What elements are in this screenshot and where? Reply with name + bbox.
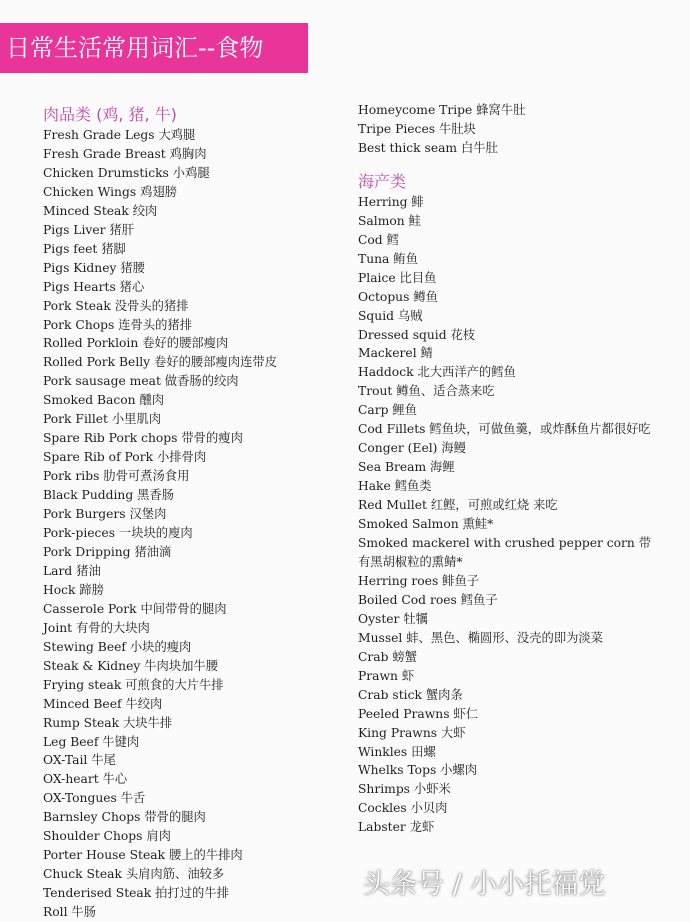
list-item: Fresh Grade Legs 大鸡腿 xyxy=(43,128,196,142)
list-item: Boiled Cod roes 鳕鱼子 xyxy=(358,592,498,607)
list-item: Peeled Prawns 虾仁 xyxy=(358,706,479,721)
list-item: Pigs Kidney 猪腰 xyxy=(43,260,145,275)
meat-section xyxy=(43,104,353,922)
list-item: Rump Steak 大块牛排 xyxy=(43,715,173,730)
list-item: Octopus 鳟鱼 xyxy=(358,289,438,304)
list-item: Tuna 鲔鱼 xyxy=(358,251,418,266)
list-item: Prawn 虾 xyxy=(358,668,415,683)
list-item: Roll 牛肠 xyxy=(43,905,97,920)
list-item: Lard 猪油 xyxy=(43,563,101,578)
list-item: Oyster 牡犡 xyxy=(358,611,428,626)
list-item: Spare Rib Pork chops 带骨的瘦肉 xyxy=(43,431,243,446)
list-item: Casserole Pork 中间带骨的腿肉 xyxy=(43,601,227,616)
meat-list-continued xyxy=(358,101,658,158)
list-item: Dressed squid 花枝 xyxy=(358,327,476,342)
list-item: Rolled Porkloin 卷好的腰部瘦肉 xyxy=(43,336,229,351)
meat-list xyxy=(43,126,353,922)
watermark: 头条号 / 小小托福党 xyxy=(363,869,606,900)
meat-heading: 肉品类 (鸡, 猪, 牛) xyxy=(43,105,177,124)
seafood-heading: 海产类 xyxy=(358,171,407,191)
list-item: Shrimps 小虾米 xyxy=(358,782,451,797)
list-item: King Prawns 大虾 xyxy=(358,725,466,740)
list-item: Labster 龙虾 xyxy=(358,820,435,835)
list-item: Squid 乌贼 xyxy=(358,308,423,323)
list-item: Joint 有骨的大块肉 xyxy=(43,620,150,635)
list-item: Sea Bream 海鲤 xyxy=(358,460,455,475)
list-item: Mussel 蚌、黑色、椭圆形、没壳的即为淡菜 xyxy=(358,630,604,645)
list-item: Pork Dripping 猪油滴 xyxy=(43,544,172,559)
list-item: Minced Beef 牛绞肉 xyxy=(43,696,163,711)
list-item: Winkles 田螺 xyxy=(358,744,436,759)
list-item: OX-Tongues 牛舌 xyxy=(43,791,146,806)
list-item: Shoulder Chops 肩肉 xyxy=(43,829,171,844)
list-item: Barnsley Chops 带骨的腿肉 xyxy=(43,810,206,825)
list-item: Pork Burgers 汉堡肉 xyxy=(43,507,167,522)
list-item: OX-Tail 牛尾 xyxy=(43,753,116,768)
list-item: Frying steak 可煎食的大片牛排 xyxy=(43,677,224,692)
list-item: Chuck Steak 头肩肉筋、油较多 xyxy=(43,867,225,882)
list-item: Leg Beef 牛键肉 xyxy=(43,734,140,749)
list-item: Pork ribs 肋骨可煮汤食用 xyxy=(43,469,190,484)
list-item: Pork-pieces 一块块的廋肉 xyxy=(43,526,193,541)
right-column xyxy=(358,101,658,837)
list-item: Cod Fillets 鳕鱼块，可做鱼羹，或炸酥鱼片都很好吃 xyxy=(358,422,651,437)
seafood-list xyxy=(358,193,658,837)
list-item: Herring 鲱 xyxy=(358,194,424,209)
list-item: Cockles 小贝肉 xyxy=(358,801,448,816)
list-item: Pork sausage meat 做香肠的绞肉 xyxy=(43,374,239,389)
list-item: Black Pudding 黑香肠 xyxy=(43,488,175,503)
list-item: Spare Rib of Pork 小排骨肉 xyxy=(43,450,207,465)
list-item: Homeycome Tripe 蜂窝牛肚 xyxy=(358,103,526,117)
list-item: Smoked Bacon 醺肉 xyxy=(43,393,165,408)
list-item: Herring roes 鲱鱼子 xyxy=(358,573,480,588)
list-item: Plaice 比目鱼 xyxy=(358,270,437,285)
list-item: Crab 螃蟹 xyxy=(358,649,417,664)
list-item: OX-heart 牛心 xyxy=(43,772,128,787)
list-item: Salmon 鲑 xyxy=(358,213,421,228)
list-item: Steak & Kidney 牛肉块加牛腰 xyxy=(43,658,219,673)
list-item: Trout 鳟鱼、适合蒸来吃 xyxy=(358,384,495,399)
list-item: Haddock 北大西洋产的鳕鱼 xyxy=(358,365,516,380)
list-item: Mackerel 鲭 xyxy=(358,346,433,361)
list-item: Pigs Hearts 猪心 xyxy=(43,279,145,294)
list-item: Tenderised Steak 拍打过的牛排 xyxy=(43,886,229,901)
list-item: Stewing Beef 小块的瘦肉 xyxy=(43,639,192,654)
list-item: Pork Fillet 小里肌肉 xyxy=(43,412,162,427)
list-item: Whelks Tops 小螺肉 xyxy=(358,763,478,778)
list-item: Smoked Salmon 熏鲑* xyxy=(358,517,494,532)
list-item: Tripe Pieces 牛肚块 xyxy=(358,121,476,136)
list-item: Best thick seam 白牛肚 xyxy=(358,140,498,155)
list-item: Rolled Pork Belly 卷好的腰部瘦肉连带皮 xyxy=(43,355,278,370)
list-item: Red Mullet 红鲣，可煎或红烧 来吃 xyxy=(358,498,558,513)
list-item: Carp 鲤鱼 xyxy=(358,403,417,418)
list-item: Pork Chops 连骨头的猪排 xyxy=(43,317,193,332)
list-item: Hock 蹄膀 xyxy=(43,582,104,597)
list-item: Chicken Drumsticks 小鸡腿 xyxy=(43,165,210,180)
list-item: Porter House Steak 腰上的牛排肉 xyxy=(43,848,243,863)
list-item: Minced Steak 绞肉 xyxy=(43,203,158,218)
section-spacer xyxy=(358,158,658,171)
list-item: Hake 鳕鱼类 xyxy=(358,479,432,494)
list-item: Fresh Grade Breast 鸡胸肉 xyxy=(43,146,207,161)
list-item: Chicken Wings 鸡翅膀 xyxy=(43,184,177,199)
page-title: 日常生活常用词汇--食物 xyxy=(0,23,308,73)
list-item: Conger (Eel) 海鳗 xyxy=(358,441,466,456)
list-item: Pigs Liver 猪肝 xyxy=(43,222,135,237)
list-item: Smoked mackerel with crushed pepper corn 带有黑胡椒粒的熏鲭* xyxy=(358,536,652,569)
list-item: Crab stick 蟹肉条 xyxy=(358,687,463,702)
list-item: Cod 鳕 xyxy=(358,232,399,247)
list-item: Pigs feet 猪脚 xyxy=(43,241,126,256)
list-item: Pork Steak 没骨头的猪排 xyxy=(43,298,189,313)
